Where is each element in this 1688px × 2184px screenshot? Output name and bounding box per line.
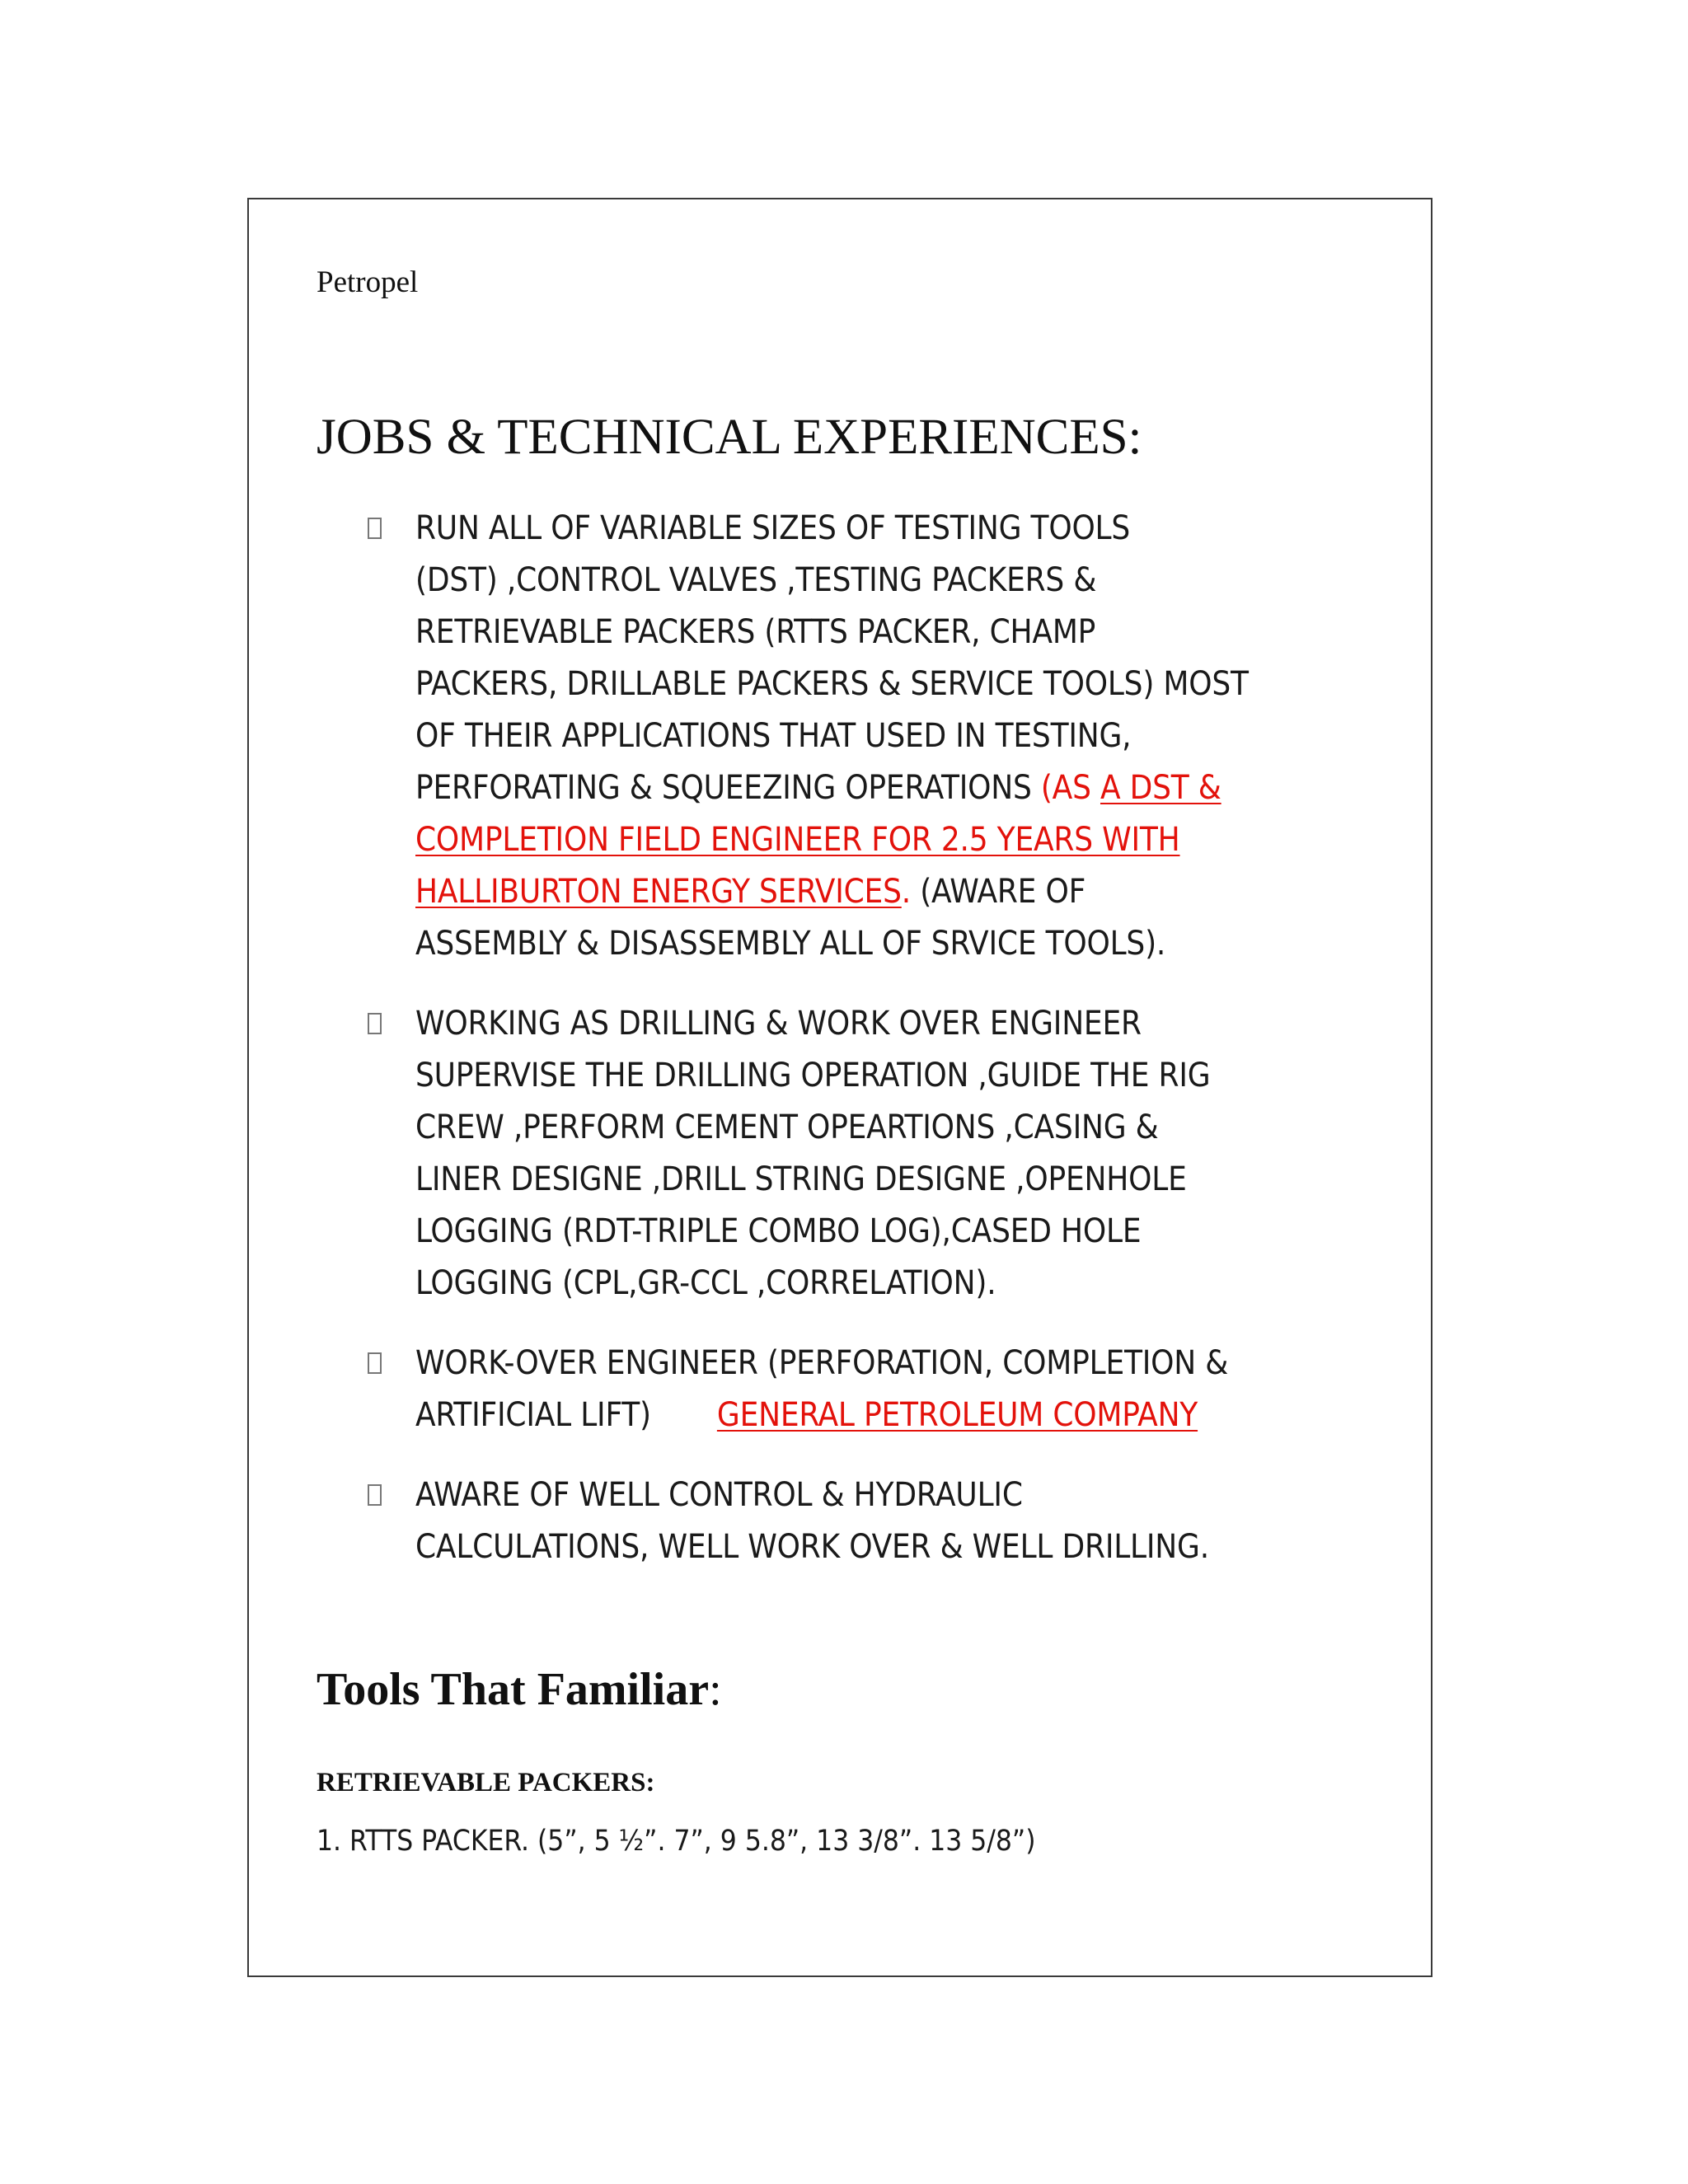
employer-halliburton: HALLIBURTON ENERGY SERVICES xyxy=(415,873,902,911)
list-item xyxy=(364,1469,1378,1573)
tools-heading-text: Tools That Familiar xyxy=(316,1664,710,1715)
list-item xyxy=(364,998,1378,1310)
list-item xyxy=(364,503,1378,970)
bullet-box-icon xyxy=(368,1484,382,1506)
employer-general-petroleum: GENERAL PETROLEUM COMPANY xyxy=(716,1396,1198,1434)
text-line: LINER DESIGNE ,DRILL STRING DESIGNE ,OPENHOLE xyxy=(415,1160,1187,1198)
bullet-box-icon xyxy=(368,518,382,539)
red-text-segment: . xyxy=(901,873,911,911)
red-text-segment: (AS xyxy=(1040,769,1100,807)
section-heading-tools xyxy=(316,1666,722,1713)
bullet-box-icon xyxy=(368,1013,382,1034)
bullet-box-icon xyxy=(368,1352,382,1374)
text-line: (DST) ,CONTROL VALVES ,TESTING PACKERS & xyxy=(415,561,1097,599)
list-item xyxy=(364,1338,1378,1441)
red-underlined-text: COMPLETION FIELD ENGINEER FOR 2.5 YEARS WITH xyxy=(415,821,1180,859)
text-segment: (AWARE OF xyxy=(910,873,1086,911)
text-line: AWARE OF WELL CONTROL & HYDRAULIC xyxy=(415,1476,1023,1514)
section-heading-jobs: JOBS & TECHNICAL EXPERIENCES: xyxy=(316,410,1142,465)
experience-list xyxy=(364,503,1378,1601)
text-line: CREW ,PERFORM CEMENT OPEARTIONS ,CASING & xyxy=(415,1108,1159,1146)
page-frame xyxy=(247,198,1432,1977)
text-line: ASSEMBLY & DISASSEMBLY ALL OF SRVICE TOOLS). xyxy=(415,925,1166,963)
text-segment: PERFORATING & SQUEEZING OPERATIONS xyxy=(415,769,1041,807)
text-line: LOGGING (RDT-TRIPLE COMBO LOG),CASED HOLE xyxy=(415,1212,1142,1250)
text-line: PACKERS, DRILLABLE PACKERS & SERVICE TOOLS) MOST xyxy=(415,665,1249,703)
text-line: LOGGING (CPL,GR-CCL ,CORRELATION). xyxy=(415,1264,996,1302)
text-line: WORKING AS DRILLING & WORK OVER ENGINEER xyxy=(415,1005,1142,1043)
text-line xyxy=(415,814,1378,866)
text-segment: ARTIFICIAL LIFT) xyxy=(415,1396,651,1434)
text-line xyxy=(415,1390,1378,1441)
text-line: WORK-OVER ENGINEER (PERFORATION, COMPLETION & xyxy=(415,1344,1229,1382)
red-underlined-text: A DST & xyxy=(1100,769,1221,807)
text-line xyxy=(415,866,1378,918)
packer-item: 1. RTTS PACKER. (5”, 5 ½”. 7”, 9 5.8”, 13 3/8”. 13 5/8”) xyxy=(316,1825,1036,1858)
tools-heading-colon: : xyxy=(709,1664,722,1715)
text-line xyxy=(415,762,1378,814)
text-line: RETRIEVABLE PACKERS (RTTS PACKER, CHAMP xyxy=(415,613,1096,651)
company-name: Petropel xyxy=(316,265,419,299)
text-line: CALCULATIONS, WELL WORK OVER & WELL DRILLING. xyxy=(415,1528,1209,1566)
text-line: OF THEIR APPLICATIONS THAT USED IN TESTING, xyxy=(415,717,1132,755)
text-line: RUN ALL OF VARIABLE SIZES OF TESTING TOOLS xyxy=(415,509,1131,547)
text-line: SUPERVISE THE DRILLING OPERATION ,GUIDE THE RIG xyxy=(415,1057,1211,1094)
subheading-retrievable-packers: RETRIEVABLE PACKERS: xyxy=(316,1768,655,1797)
